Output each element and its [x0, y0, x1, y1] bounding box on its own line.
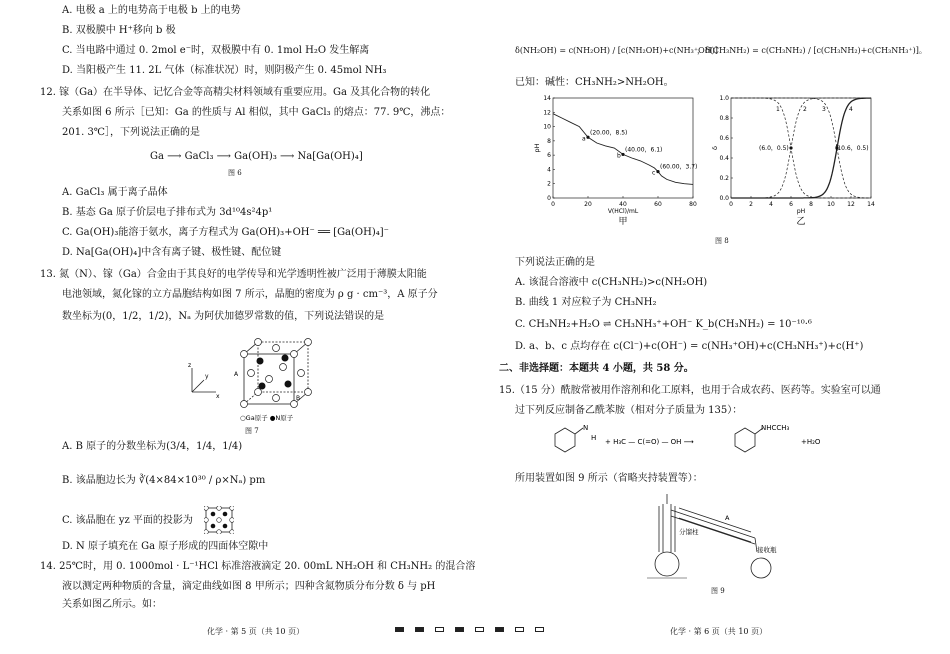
x-tick-label: 0 — [729, 201, 733, 208]
chart-title: 乙 — [796, 217, 806, 227]
question-12-option-a: A. GaCl₃ 属于离子晶体 — [62, 187, 168, 198]
known-basicity: 已知：碱性：CH₃NH₂>NH₂OH。 — [515, 77, 674, 88]
ga-atom — [241, 401, 248, 408]
question-14-option-c: C. CH₃NH₂+H₂O ⇌ CH₃NH₃⁺+OH⁻ K_b(CH₃NH₂) = 10⁻¹⁰·⁶ — [515, 319, 812, 330]
x-axis-label: pH — [796, 208, 806, 215]
figure-7-crystal-cell — [182, 334, 332, 426]
ga-atom — [255, 339, 262, 346]
x-tick-label: 80 — [689, 201, 697, 208]
yz-projection-figure — [204, 506, 234, 534]
axis-y-label: y — [205, 373, 209, 380]
ga-atom — [255, 389, 262, 396]
x-tick-label: 14 — [867, 201, 875, 208]
footer-mark — [435, 627, 444, 632]
footer-mark — [535, 627, 544, 632]
question-13-option-b: B. 该晶胞边长为 ∛(4×84×10³⁰ / ρ×Nₐ) pm — [62, 475, 266, 486]
figure-9-caption: 图 9 — [711, 587, 725, 595]
n-atom — [282, 355, 289, 362]
definition-ch3nh2: ，δ(CH₃NH₂) = c(CH₃NH₂) / [c(CH₃NH₂)+c(CH₃NH₃⁺)]。 — [697, 46, 927, 55]
y-tick-label: 2 — [547, 180, 551, 188]
footer-mark — [415, 627, 424, 632]
x-tick-label: 4 — [769, 201, 773, 208]
curve-number-label: 3 — [822, 106, 826, 114]
footer-mark — [495, 627, 504, 632]
point-letter: b — [617, 152, 621, 160]
question-12-option-c: C. Ga(OH)₃能溶于氨水，离子方程式为 Ga(OH)₃+OH⁻ ══ [Ga(OH)₄]⁻ — [62, 227, 389, 238]
y-tick-label: 10 — [543, 123, 551, 131]
y-tick-label: 0.0 — [719, 195, 729, 202]
question-15-line-2: 过下列反应制备乙酰苯胺（相对分子质量为 135）： — [515, 405, 743, 416]
figure-7-caption: 图 7 — [245, 427, 259, 435]
figure-8-caption: 图 8 — [715, 237, 729, 245]
ga-atom — [241, 351, 248, 358]
aniline-h-label: H — [591, 434, 597, 442]
y-tick-label: 8 — [547, 137, 551, 145]
figure-9-apparatus — [645, 490, 795, 586]
question-12-line-3: 201. 3℃］，下列说法正确的是 — [62, 127, 200, 138]
question-13-option-d: D. N 原子填充在 Ga 原子形成的四面体空隙中 — [62, 541, 269, 552]
x-tick-label: 6 — [789, 201, 793, 208]
ga-atom — [298, 370, 305, 377]
n-atom — [257, 358, 264, 365]
option-d-prev: D. 当阳极产生 11. 2L 气体（标准状况）时，则阴极产生 0. 45mol NH₃ — [62, 65, 387, 76]
n-atom — [259, 383, 266, 390]
question-15-line-1: 15.（15 分）酰胺常被用作溶剂和化工原料，也用于合成农药、医药等。实验室可以通 — [499, 385, 881, 396]
acetic-acid-label: + H₃C — C(=O) — OH ⟶ — [605, 438, 694, 446]
definition-nh2oh: δ(NH₂OH) = c(NH₂OH) / [c(NH₂OH)+c(NH₃⁺OH)] — [515, 46, 718, 55]
y-tick-label: 4 — [547, 166, 551, 174]
question-13-line-2: 电池领域，氮化镓的立方晶胞结构如图 7 所示，晶胞的密度为 ρ g · cm⁻³，A 原子分 — [62, 289, 438, 300]
x-tick-label: 40 — [619, 201, 627, 208]
question-15-line-3: 所用装置如图 9 所示（省略夹持装置等）： — [515, 473, 703, 484]
round-bottom-flask — [655, 552, 679, 576]
x-tick-label: 2 — [749, 201, 753, 208]
reaction-scheme: Ga ⟶ GaCl₃ ⟶ Ga(OH)₃ ⟶ Na[Ga(OH)₄] — [150, 151, 363, 162]
axis-x-label: x — [216, 393, 220, 400]
x-tick-label: 12 — [847, 201, 855, 208]
y-tick-label: 1.0 — [719, 95, 729, 102]
crossing-coordinate: (6.0，0.5) — [759, 145, 789, 152]
y-tick-label: 6 — [547, 152, 551, 160]
question-13-option-c: C. 该晶胞在 yz 平面的投影为 — [62, 515, 193, 526]
footer-mark — [455, 627, 464, 632]
ga-atom — [248, 370, 255, 377]
x-tick-label: 20 — [584, 201, 592, 208]
question-12-option-d: D. Na[Ga(OH)₄]中含有离子键、极性键、配位键 — [62, 247, 282, 258]
question-13-option-a: A. B 原子的分数坐标为(3/4，1/4，1/4) — [62, 441, 243, 452]
question-13-line-3: 数坐标为(0，1/2，1/2)，Nₐ 为阿伏加德罗常数的值，下列说法错误的是 — [62, 311, 385, 322]
footer-mark — [395, 627, 404, 632]
water-label: +H₂O — [801, 438, 821, 446]
atom-a-label: A — [234, 371, 239, 378]
ga-atom — [291, 351, 298, 358]
x-tick-label: 8 — [809, 201, 813, 208]
reaction-equation — [535, 420, 865, 460]
curve-number-label: 4 — [849, 106, 853, 114]
question-14-option-b: B. 曲线 1 对应粒子为 CH₃NH₂ — [515, 297, 657, 308]
question-14-line-1: 14. 25℃时，用 0. 1000mol · L⁻¹HCl 标准溶液滴定 20. 00mL NH₂OH 和 CH₃NH₂ 的混合溶 — [40, 561, 476, 572]
condenser-a-label: A — [725, 514, 730, 522]
figure-6-caption: 图 6 — [228, 169, 242, 177]
receiver-label: 接收瓶 — [757, 546, 777, 554]
y-tick-label: 12 — [543, 109, 551, 117]
x-tick-label: 0 — [551, 201, 555, 208]
titration-curve — [553, 114, 693, 185]
footer-mark — [515, 627, 524, 632]
point-letter: c — [652, 169, 656, 177]
figure-8-distribution-chart — [707, 92, 879, 228]
y-tick-label: 14 — [543, 95, 551, 102]
option-c-prev: C. 当电路中通过 0. 2mol e⁻时，双极膜中有 0. 1mol H₂O 发生解离 — [62, 45, 370, 56]
page-footer-left: 化学 · 第 5 页（共 10 页） — [207, 627, 305, 636]
page-footer-right: 化学 · 第 6 页（共 10 页） — [670, 627, 768, 636]
question-14-line-3: 关系如图乙所示。如： — [62, 599, 162, 610]
ga-atom — [305, 389, 312, 396]
ga-atom — [305, 339, 312, 346]
acetanilide-label: NHCCH₃ — [761, 424, 790, 432]
x-tick-label: 60 — [654, 201, 662, 208]
crossing-coordinate: (10.6，0.5) — [835, 145, 869, 152]
y-tick-label: 0.6 — [719, 135, 729, 142]
ga-atom — [273, 345, 280, 352]
point-coordinate: (60.00，3.7) — [660, 163, 698, 171]
question-14-ask: 下列说法正确的是 — [515, 257, 595, 268]
question-14-option-a: A. 该混合溶液中 c(CH₃NH₂)>c(NH₂OH) — [515, 277, 708, 288]
point-coordinate: (20.00，8.5) — [590, 129, 628, 137]
question-14-line-2: 液以测定两种物质的含量，滴定曲线如图 8 甲所示；四种含氮物质分布分数 δ 与 pH — [62, 581, 436, 592]
option-b-prev: B. 双极膜中 H⁺移向 b 极 — [62, 25, 176, 36]
plot-frame — [553, 98, 693, 198]
receiving-flask — [751, 558, 771, 578]
n-atom — [285, 381, 292, 388]
x-axis-label: V(HCl)/mL — [607, 208, 639, 215]
crossing-point — [789, 146, 792, 149]
x-tick-label: 10 — [827, 201, 835, 208]
y-tick-label: 0.4 — [719, 155, 729, 162]
ga-atom — [273, 395, 280, 402]
aniline-n-label: N — [583, 424, 589, 432]
point-letter: a — [582, 135, 586, 143]
y-tick-label: 0 — [547, 195, 551, 202]
y-tick-label: 0.2 — [719, 175, 729, 182]
fractionating-column-label: 分馏柱 — [679, 528, 699, 536]
ga-atom — [280, 364, 287, 371]
question-12-line-1: 12. 镓（Ga）在半导体、记忆合金等高精尖材料领域有重要应用。Ga 及其化合物的转化 — [40, 87, 431, 98]
figure-8-titration-chart — [527, 92, 699, 228]
y-axis-label: pH — [533, 143, 541, 153]
y-tick-label: 0.8 — [719, 115, 729, 122]
chart-title: 甲 — [618, 217, 628, 227]
point-coordinate: (40.00，6.1) — [625, 146, 663, 154]
y-axis-label: δ — [711, 146, 719, 150]
figure-7-legend: ○Ga原子 ●N原子 — [240, 414, 294, 422]
question-12-line-2: 关系如图 6 所示［已知：Ga 的性质与 Al 相似，其中 GaCl₃ 的熔点：77. 9℃，沸点： — [62, 107, 451, 118]
footer-mark — [475, 627, 484, 632]
curve-number-label: 1 — [776, 106, 780, 114]
ga-atom — [266, 376, 273, 383]
benzene-ring — [735, 428, 755, 452]
question-14-option-d: D. a、b、c 点均存在 c(Cl⁻)+c(OH⁻) = c(NH₃⁺OH)+c(CH₃NH₃⁺)+c(H⁺) — [515, 341, 864, 352]
question-12-option-b: B. 基态 Ga 原子价层电子排布式为 3d¹⁰4s²4p¹ — [62, 207, 273, 218]
benzene-ring — [555, 428, 575, 452]
atom-b-label: B — [296, 395, 301, 402]
option-a-prev: A. 电极 a 上的电势高于电极 b 上的电势 — [62, 5, 241, 16]
section-2-heading: 二、非选择题：本题共 4 小题，共 58 分。 — [499, 363, 694, 374]
axis-z-label: z — [188, 362, 192, 369]
curve-number-label: 2 — [803, 106, 807, 114]
question-13-line-1: 13. 氮（N）、镓（Ga）合金由于其良好的电学传导和光学透明性被广泛用于薄膜太阳能 — [40, 269, 427, 280]
